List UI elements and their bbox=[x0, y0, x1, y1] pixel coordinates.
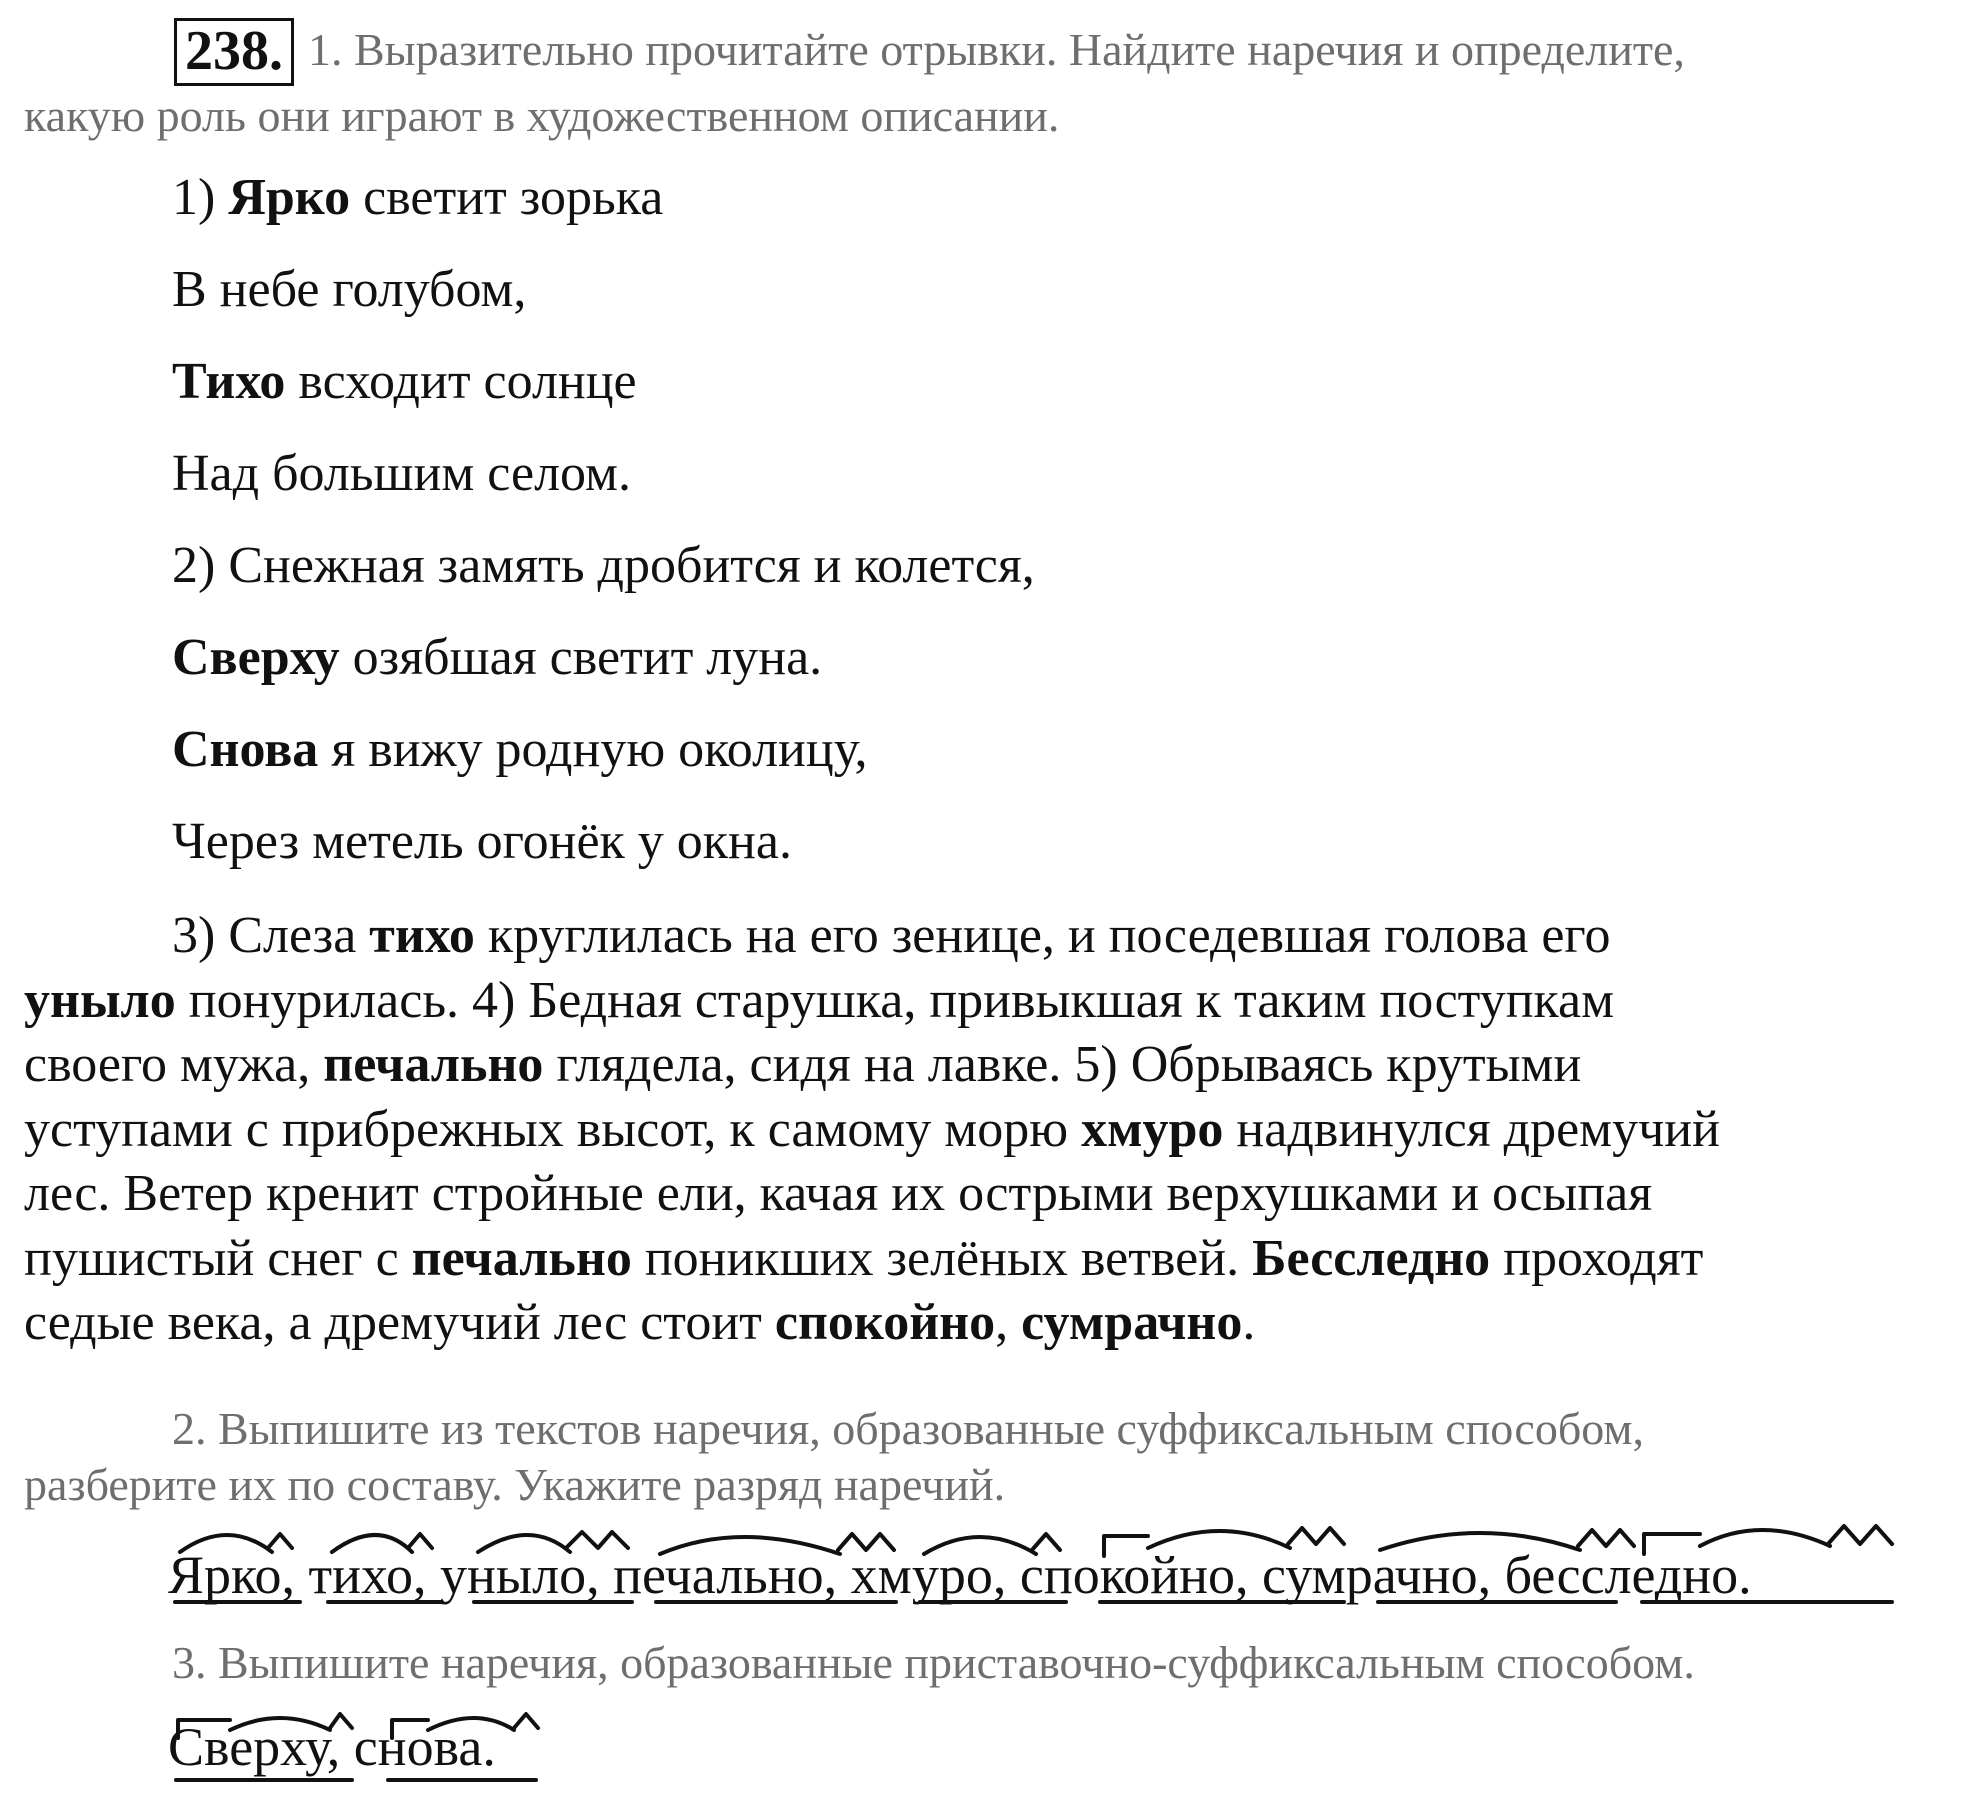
adverb-bold: Сверху bbox=[172, 629, 340, 686]
task-2-answer: Ярко, тихо, уныло, печально, хмуро, спокойно, сумрачно, бесследно. bbox=[168, 1545, 1752, 1605]
prose-text: понурилась. 4) Бедная старушка, привыкшая к таким поступкам bbox=[175, 971, 1615, 1029]
prose-line-1 bbox=[24, 904, 1959, 969]
prose-text: поникших зелёных ветвей. bbox=[631, 1229, 1253, 1287]
task-2-line-1: 2. Выпишите из текстов наречия, образованные суффиксальным способом, bbox=[172, 1403, 1644, 1454]
task-instruction-line-1 bbox=[174, 18, 1685, 86]
poem-text: Через метель огонёк у окна. bbox=[172, 813, 792, 870]
suffix-mark bbox=[1828, 1526, 1892, 1544]
task-instruction-part-1: 1. Выразительно прочитайте отрывки. Найдите наречия и определите, bbox=[308, 24, 1685, 75]
prose-line-5: лес. Ветер кренит стройные ели, качая их острыми верхушками и осыпая bbox=[24, 1165, 1653, 1222]
prose-text: своего мужа, bbox=[24, 1036, 324, 1093]
poem-text: В небе голубом, bbox=[172, 261, 527, 318]
prose-line-7 bbox=[24, 1291, 1959, 1356]
poem-text: всходит солнце bbox=[285, 353, 637, 410]
prose-paragraph bbox=[24, 904, 1959, 1356]
poem-prefix: 1) bbox=[172, 169, 229, 226]
adverb-bold: печально bbox=[323, 1036, 544, 1093]
prose-text: пушистый снег с bbox=[24, 1229, 412, 1287]
poem-text: я вижу родную околицу, bbox=[318, 721, 868, 778]
poem-line-3 bbox=[172, 350, 637, 414]
poem-line-8 bbox=[172, 810, 792, 874]
task-3-line-1: 3. Выпишите наречия, образованные приставочно-суффиксальным способом. bbox=[172, 1637, 1695, 1688]
adverb-bold: Тихо bbox=[172, 353, 286, 410]
prose-line-4 bbox=[24, 1098, 1959, 1163]
adverb-bold: печально bbox=[411, 1229, 632, 1287]
prose-text: уступами с прибрежных высот, к самому морю bbox=[24, 1100, 1082, 1158]
prose-text: проходят bbox=[1490, 1229, 1704, 1287]
adverb-bold: уныло bbox=[24, 971, 176, 1029]
task-3-instruction bbox=[24, 1634, 1695, 1692]
task-2-instruction-line-2: разберите их по составу. Укажите разряд наречий. bbox=[24, 1459, 1006, 1510]
prose-text: . bbox=[1242, 1294, 1256, 1351]
adverb-bold: Бесследно bbox=[1252, 1229, 1491, 1287]
task-3-answer: Сверху, снова. bbox=[168, 1717, 496, 1777]
prose-text: седые века, а дремучий лес стоит bbox=[24, 1294, 775, 1351]
poem-line-5 bbox=[172, 534, 1035, 598]
poem-line-1 bbox=[172, 166, 663, 230]
adverb-bold: спокойно bbox=[774, 1294, 996, 1351]
prose-line-6 bbox=[24, 1227, 1959, 1292]
adverb-bold: сумрачно bbox=[1021, 1294, 1243, 1351]
prose-line-3 bbox=[24, 1033, 1959, 1098]
poem-line-2 bbox=[172, 258, 526, 322]
poem-text: светит зорька bbox=[350, 169, 664, 226]
prose-text: надвинулся дремучий bbox=[1223, 1100, 1720, 1158]
adverb-bold: тихо bbox=[369, 907, 475, 964]
poem-text: озябшая светит луна. bbox=[339, 629, 823, 686]
poem-line-6 bbox=[172, 626, 822, 690]
poem-text: Над большим селом. bbox=[172, 445, 631, 502]
poem-line-4 bbox=[172, 442, 631, 506]
task-instruction-line-2: какую роль они играют в художественном описании. bbox=[24, 90, 1060, 141]
suffix-mark bbox=[514, 1714, 538, 1728]
prose-line-2 bbox=[24, 969, 1959, 1034]
poem-line-7 bbox=[172, 718, 868, 782]
prose-text: круглилась на его зенице, и поседевшая голова его bbox=[474, 907, 1611, 964]
poem-text: 2) Снежная замять дробится и колется, bbox=[172, 537, 1035, 594]
prose-text: 3) Слеза bbox=[172, 907, 370, 964]
adverb-bold: хмуро bbox=[1081, 1100, 1224, 1158]
prose-text: глядела, сидя на лавке. 5) Обрываясь крутыми bbox=[543, 1036, 1582, 1093]
adverb-bold: Снова bbox=[172, 721, 319, 778]
task-2-instruction bbox=[24, 1400, 1644, 1458]
prose-text: , bbox=[995, 1294, 1022, 1351]
task-number: 238. bbox=[174, 18, 294, 86]
adverb-bold: Ярко bbox=[228, 169, 351, 226]
